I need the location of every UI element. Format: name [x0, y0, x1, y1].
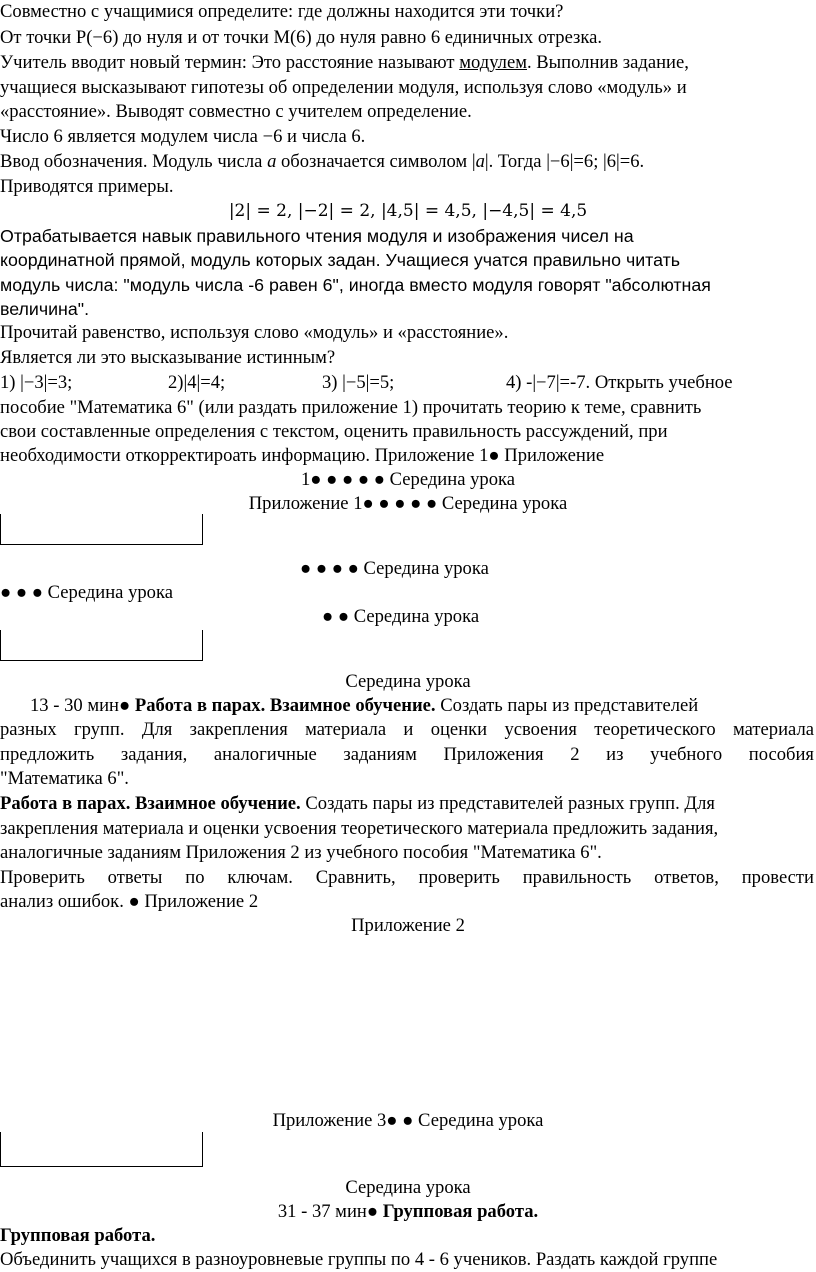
- text-span: Создать пары из представителей разных групп. Для: [300, 793, 715, 814]
- text-line: [0, 150, 644, 174]
- text-span: 13 - 30 мин●: [30, 695, 135, 716]
- exercise-item: 2)|4|=4;: [168, 372, 226, 393]
- text-line: предложить задания, аналогичные заданиям Приложения 2 из учебного пособия: [0, 744, 814, 765]
- text-line: аналогичные заданиям Приложения 2 из учебного пособия "Математика 6".: [0, 842, 602, 863]
- text-line: [30, 694, 698, 718]
- text-line: координатной прямой, модуль которых задан. Учащиеся учатся правильно читать: [0, 250, 680, 270]
- term-modulus: модулем: [459, 52, 527, 73]
- text-line: [0, 51, 689, 75]
- bold-heading: Работа в парах. Взаимное обучение.: [134, 695, 436, 716]
- text-line: учащиеся высказывают гипотезы об определении модуля, используя слово «модуль» и: [0, 77, 687, 98]
- text-line: [0, 792, 715, 816]
- empty-frame: [0, 1132, 203, 1167]
- text-span: обозначается символом |: [276, 151, 476, 172]
- text-line: свои составленные определения с текстом, оценить правильность рассуждений, при: [0, 421, 668, 442]
- text-line: Является ли это высказывание истинным?: [0, 347, 336, 368]
- text-span: Создать пары из представителей: [435, 695, 699, 716]
- text-line: модуль числа: "модуль числа -6 равен 6", иногда вместо модуля говорят "абсолютная: [0, 275, 711, 295]
- exercise-item: 4) -|−7|=-7. Открыть учебное: [506, 372, 733, 393]
- text-line: ● ● ● ● Середина урока: [300, 558, 489, 579]
- text-line: Приложение 2: [351, 915, 465, 936]
- text-line: «расстояние». Выводят совместно с учителем определение.: [0, 101, 472, 122]
- text-line: анализ ошибок. ● Приложение 2: [0, 891, 259, 912]
- text-line: Совместно с учащимися определите: где должны находится эти точки?: [0, 1, 564, 22]
- text-line: необходимости откорректироать информацию. Приложение 1● Приложение: [0, 445, 605, 466]
- bold-heading: Групповая работа.: [0, 1225, 156, 1246]
- text-line: [0, 1224, 155, 1248]
- text-line: величина".: [0, 299, 90, 319]
- text-line: Объединить учащихся в разноуровневые группы по 4 - 6 учеников. Раздать каждой группе: [0, 1249, 718, 1270]
- text-line: Приложение 3● ● Середина урока: [272, 1110, 544, 1131]
- text-span: . Выполнив задание,: [526, 52, 689, 73]
- text-span: |. Тогда |−6|=6; |6|=6.: [484, 151, 645, 172]
- math-variable: a: [267, 151, 277, 172]
- text-line: От точки P(−6) до нуля и от точки M(6) до нуля равно 6 единичных отрезка.: [0, 27, 603, 48]
- text-line: Число 6 является модулем числа −6 и числа 6.: [0, 126, 366, 147]
- text-line: Середина урока: [345, 671, 471, 692]
- text-line: 1● ● ● ● ● Середина урока: [300, 469, 516, 490]
- text-line: Отрабатывается навык правильного чтения модуля и изображения чисел на: [0, 226, 634, 246]
- text-line: "Математика 6".: [0, 768, 129, 789]
- text-span: Ввод обозначения. Модуль числа: [0, 151, 268, 172]
- text-line: ● ● ● Середина урока: [0, 582, 173, 603]
- bold-heading: Работа в парах. Взаимное обучение.: [0, 793, 301, 814]
- text-line: Середина урока: [345, 1177, 471, 1198]
- empty-frame: [0, 630, 203, 661]
- text-line: [0, 1200, 816, 1224]
- text-line: Прочитай равенство, используя слово «модуль» и «расстояние».: [0, 322, 509, 343]
- math-variable: a: [475, 151, 485, 172]
- text-span: Учитель вводит новый термин: Это расстояние называют: [0, 52, 460, 73]
- text-line: разных групп. Для закрепления материала и оценки усвоения теоретического материала: [0, 719, 814, 740]
- text-line: Приводятся примеры.: [0, 176, 174, 197]
- text-line: пособие "Математика 6" (или раздать приложение 1) прочитать теорию к теме, сравнить: [0, 397, 702, 418]
- text-span: 31 - 37 мин●: [277, 1201, 383, 1222]
- text-line: Приложение 1● ● ● ● ● Середина урока: [248, 493, 568, 514]
- bold-heading: Групповая работа.: [382, 1201, 539, 1222]
- text-line: Проверить ответы по ключам. Сравнить, проверить правильность ответов, провести: [0, 867, 814, 888]
- text-line: закрепления материала и оценки усвоения теоретического материала предложить задания,: [0, 818, 719, 839]
- math-examples: |2| = 2, |−2| = 2, |4,5| = 4,5, |−4,5| = 4,5: [228, 201, 588, 221]
- empty-frame: [0, 514, 203, 545]
- text-line: ● ● Середина урока: [322, 606, 480, 627]
- exercise-item: 3) |−5|=5;: [322, 372, 395, 393]
- exercise-item: 1) |−3|=3;: [0, 372, 73, 393]
